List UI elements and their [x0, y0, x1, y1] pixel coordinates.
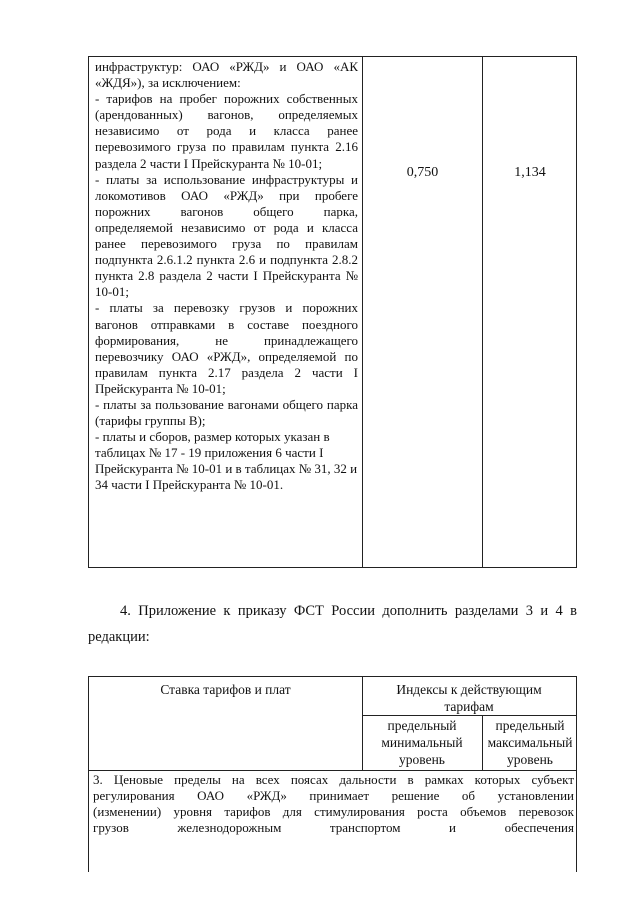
section-3-text: [93, 772, 574, 836]
exception-item: - тарифов на пробег порожних собственных (арендованных) вагонов, определяемых независимо от рода и класса ранее перевозимого груза по правилам пункта 2.16 раздела 2 части I Прейскуранта № 10-01;: [95, 91, 358, 171]
exception-item: - платы за использование инфраструктуры и локомотивов ОАО «РЖД» при пробеге порожних вагонов общего парка, определяемой независимо от рода и класса ранее перевозимого груза по правилам подпункта 2.6.1.2 пункта 2.6 и подпункта 2.8.2 пункта 2.8 раздела 2 части I Прейскуранта № 10-01;: [95, 171, 358, 300]
table-column-divider: [362, 57, 363, 567]
section-3-line: 3. Ценовые пределы на всех поясах дальности в рамках которых субъект: [93, 772, 574, 787]
tariff-indices-table: [88, 676, 577, 872]
header-min-level: предельный минимальный уровень: [381, 718, 463, 767]
header-indices: Индексы к действующим тарифам: [396, 682, 542, 714]
exception-item: - платы за пользование вагонами общего парка (тарифы группы В);: [95, 396, 358, 429]
table-column-divider: [482, 715, 483, 770]
table-column-divider: [362, 677, 363, 770]
section-3-line: (изменении) уровня тарифов для стимулирования роста объемов перевозок: [93, 804, 574, 819]
paragraph-4-line-1: 4. Приложение к приказу ФСТ России дополнить разделами 3 и 4 в: [120, 603, 577, 619]
section-3-line: грузов железнодорожным транспортом и обеспечения: [93, 820, 574, 835]
exception-item: - платы и сборов, размер которых указан в таблицах № 17 - 19 приложения 6 части I Прейскуранта № 10-01 и в таблицах № 31, 32 и 34 части I Прейскуранта № 10-01.: [95, 429, 358, 493]
exception-item: - платы за перевозку грузов и порожних вагонов отправками в составе поездного формирования, не принадлежащего перевозчику ОАО «РЖД», определяемой по правилам пункта 2.17 раздела 2 части I Прейскуранта № 10-01;: [95, 300, 358, 396]
table-row-divider: [89, 770, 576, 771]
paragraph-4: [88, 598, 577, 650]
paragraph-4-line-2: редакции:: [88, 629, 150, 645]
min-index-value: 0,750: [406, 165, 439, 180]
table-row-divider: [362, 715, 576, 716]
section-3-line: регулирования ОАО «РЖД» принимает решение об установлении: [93, 788, 574, 803]
exceptions-intro: инфраструктур: ОАО «РЖД» и ОАО «АК «ЖДЯ»), за исключением:: [95, 59, 358, 91]
max-index-value: 1,134: [514, 165, 546, 180]
header-rate: Ставка тарифов и плат: [160, 682, 291, 697]
tariff-exceptions-table: [88, 56, 577, 568]
exceptions-text-cell: [95, 59, 358, 494]
header-max-level: предельный максимальный уровень: [487, 718, 573, 767]
table-column-divider: [482, 57, 483, 567]
